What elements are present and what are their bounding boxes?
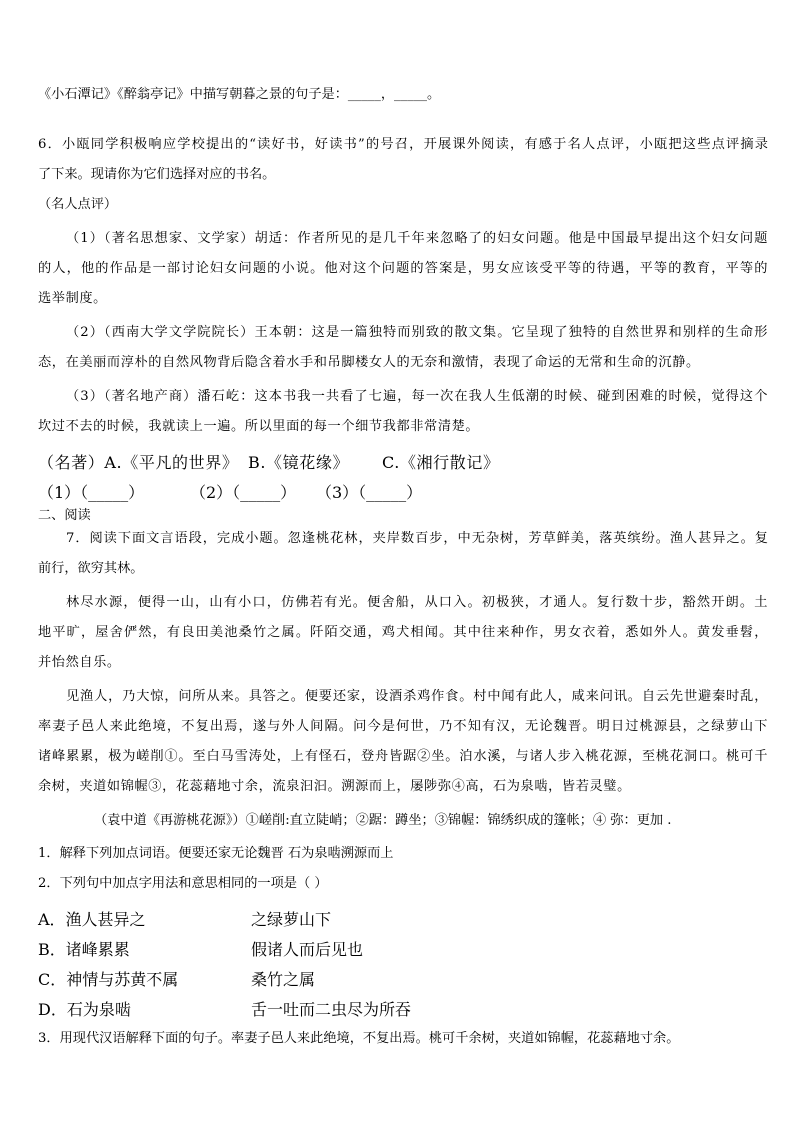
q7-passage-2-line-3: 并怡然自乐。 (38, 655, 121, 670)
q6-comment-3-line-1: （3）（著名地产商）潘石屹：这本书我一共看了七遍，每一次在我人生低潮的时候、碰到困难的时候，觉得这个 (66, 389, 768, 404)
answer-blank-1: （1）（_____） (38, 483, 145, 502)
q6-comment-1-line-3: 选举制度。 (38, 291, 107, 306)
q7-passage-3-line-1: 见渔人，乃大惊，问所从来。具答之。便要还家，设酒杀鸡作食。村中闻有此人，咸来问讯。自云先世避秦时乱， (66, 689, 768, 704)
book-option-b: B.《镜花缘》 (248, 453, 350, 472)
q6-comments-heading: （名人点评） (38, 197, 118, 212)
subquestion-1: 1．解释下列加点词语。便要还家无论魏晋 石为泉啮溯源而上 (38, 846, 394, 861)
q7-passage-3-line-2: 率妻子邑人来此绝境，不复出焉，遂与外人间隔。问今是何世，乃不知有汉，无论魏晋。明日过桃源县，之绿萝山下 (38, 719, 768, 734)
q6-comment-1-line-2: 的人，他的作品是一部讨论妇女问题的小说。他对这个问题的答案是，男女应该受平等的待遇，平等的教育，平等的 (38, 261, 768, 276)
q6-intro-line-2: 了下来。现请你为它们选择对应的书名。 (38, 167, 276, 182)
book-option-a: （名著）A.《平凡的世界》 (38, 453, 239, 472)
q7-passage-1-line-1: 7．阅读下面文言语段，完成小题。忽逢桃花林，夹岸数百步，中无杂树，芳草鲜美，落英缤纷。渔人甚异之。复 (66, 531, 768, 546)
q5-fill-in-line: 《小石潭记》《醉翁亭记》中描写朝暮之景的句子是：_____，_____。 (38, 87, 441, 102)
q7-passage-3-line-4: 余树，夹道如锦幄③，花蕊藉地寸余，流泉汩汩。溯源而上，屡陟弥④高，石为泉啮，皆若灵璧。 (38, 779, 631, 794)
option-d-right: 舌一吐而二虫尽为所吞 (251, 1000, 412, 1019)
book-option-c: C.《湘行散记》 (382, 453, 500, 472)
q7-passage-2-line-2: 地平旷，屋舍俨然，有良田美池桑竹之属。阡陌交通，鸡犬相闻。其中往来种作，男女衣着，悉如外人。黄发垂髫， (38, 625, 768, 640)
option-a-left: A．渔人甚异之 (38, 910, 146, 929)
source-footnote: （袁中道《再游桃花源》）①嵯削:直立陡峭；②踞：蹲坐；③锦幄：锦绣织成的篷帐；④ 弥：更加 . (94, 813, 672, 828)
q6-answer-blanks (0, 480, 794, 502)
subquestion-2: 2．下列句中加点字用法和意思相同的一项是（ ） (38, 876, 328, 891)
option-b-right: 假诸人而后见也 (251, 940, 364, 959)
answer-blank-3: （3）（_____） (316, 483, 423, 502)
option-a-right: 之绿萝山下 (251, 910, 332, 929)
section-heading: 二、阅读 (38, 508, 91, 523)
option-row-d (0, 997, 794, 1019)
option-d-left: D．石为泉啮 (38, 1000, 131, 1019)
option-row-c (0, 967, 794, 989)
option-row-b (0, 937, 794, 959)
q7-passage-3-line-3: 诸峰累累，极为嵯削①。至白马雪涛处，上有怪石，登舟皆踞②坐。泊水溪，与诸人步入桃花源，至桃花洞口。桃可千 (38, 749, 768, 764)
q6-book-options (0, 450, 794, 472)
q7-passage-2-line-1: 林尽水源，便得一山，山有小口，仿佛若有光。便舍船，从口入。初极狭，才通人。复行数十步，豁然开朗。土 (66, 595, 768, 610)
option-c-left: C．神情与苏黄不属 (38, 970, 179, 989)
subquestion-3: 3．用现代汉语解释下面的句子。率妻子邑人来此绝境，不复出焉。桃可千余树，夹道如锦幄，花蕊藉地寸余。 (38, 1031, 680, 1046)
option-b-left: B．诸峰累累 (38, 940, 130, 959)
option-row-a (0, 907, 794, 929)
answer-blank-2: （2）（_____） (190, 483, 297, 502)
q6-comment-3-line-2: 坎过不去的时候，我就读上一遍。所以里面的每一个细节我都非常清楚。 (38, 419, 480, 434)
q6-comment-2-line-2: 态，在美丽而淳朴的自然风物背后隐含着水手和吊脚楼女人的无奈和激情，表现了命运的无常和生命的沉静。 (38, 355, 700, 370)
option-c-right: 桑竹之属 (251, 970, 316, 989)
q6-comment-1-line-1: （1）（著名思想家、文学家）胡适：作者所见的是几千年来忽略了的妇女问题。他是中国最早提出这个妇女问题 (66, 231, 768, 246)
q7-passage-1-line-2: 前行，欲穷其林。 (38, 561, 144, 576)
q6-comment-2-line-1: （2）（西南大学文学院院长）王本朝：这是一篇独特而别致的散文集。它呈现了独特的自然世界和别样的生命形 (66, 325, 768, 340)
q6-intro-line-1: 6．小瓯同学积极响应学校提出的“读好书，好读书”的号召，开展课外阅读，有感于名人点评，小瓯把这些点评摘录 (38, 137, 768, 152)
